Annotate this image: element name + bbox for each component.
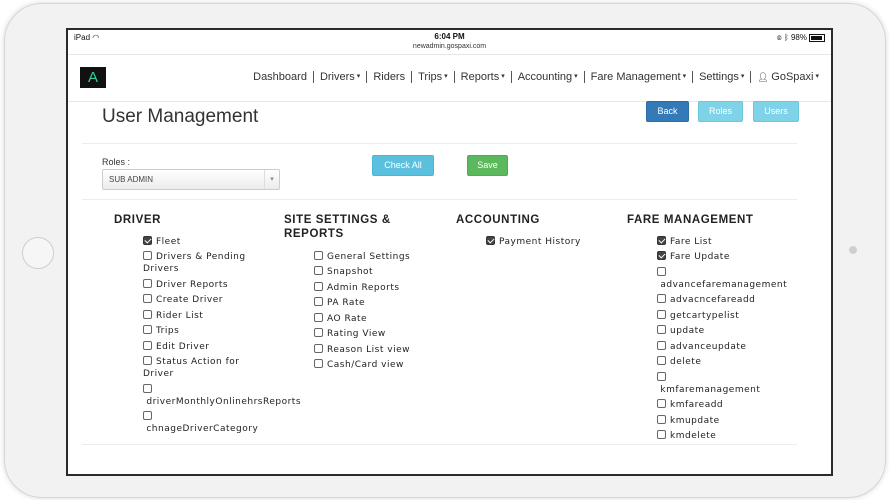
checkbox-unchecked[interactable] [143,310,152,319]
fare-management-heading: FARE MANAGEMENT [627,214,754,226]
permission-label: update [670,326,705,336]
checkbox-unchecked[interactable] [143,384,152,393]
permission-item[interactable] [314,266,373,278]
nav-item-label: Reports [460,71,500,83]
permission-item[interactable] [657,325,705,337]
permission-label: delete [670,357,702,367]
permission-label: PA Rate [327,298,366,308]
driver-heading: DRIVER [114,214,162,226]
permission-label: Create Driver [156,295,223,305]
checkbox-unchecked[interactable] [314,282,323,291]
nav-item-label: Trips [418,71,443,83]
permission-item[interactable] [143,325,179,337]
checkbox-unchecked[interactable] [143,279,152,288]
site-settings-column [284,213,391,241]
nav-item-trips[interactable] [411,71,454,83]
page-title: User Management [102,106,259,127]
roles-select-value: SUB ADMIN [109,175,154,184]
permission-label: kmdelete [670,431,717,441]
permission-item[interactable] [657,251,730,263]
checkbox-unchecked[interactable] [314,251,323,260]
nav-item-riders[interactable] [366,71,411,83]
caret-down-icon: ▾ [682,73,687,81]
nav-item-label: Riders [373,71,406,83]
permission-label: Status Action for [156,357,240,367]
fare-management-column [627,213,754,227]
wifi-icon: ◠ [92,33,100,42]
permission-item[interactable] [143,411,258,435]
accounting-heading: ACCOUNTING [456,214,540,226]
nav-item-label: GoSpaxi [771,71,814,83]
nav-item-dashboard[interactable] [247,71,313,83]
chevron-down-icon: ▾ [264,170,279,189]
permission-item[interactable] [143,384,301,408]
nav-item-label: Drivers [319,71,355,83]
checkbox-unchecked[interactable] [657,325,666,334]
permission-label: Fare Update [670,252,730,262]
permission-label: Fleet [156,237,181,247]
battery-percent: 98% [790,33,807,42]
checkbox-unchecked[interactable] [314,297,323,306]
roles-select[interactable] [102,169,280,190]
permission-item[interactable] [314,313,367,325]
checkbox-checked[interactable] [143,236,152,245]
nav-item-settings[interactable] [692,71,750,83]
permission-item[interactable] [143,251,246,275]
permission-item[interactable] [657,415,720,427]
permission-item[interactable] [657,294,755,306]
caret-down-icon: ▾ [356,73,361,81]
permission-label-cont: chnageDriverCategory [143,424,259,434]
permission-item[interactable] [657,341,746,353]
permission-label: AO Rate [327,314,368,324]
status-bar [68,30,831,54]
check-all-button[interactable]: Check All [372,155,434,176]
caret-down-icon: ▾ [444,73,448,81]
site-settings-heading: SITE SETTINGS & REPORTS [284,214,391,240]
permission-label: kmupdate [670,416,720,426]
screen [66,28,833,476]
checkbox-unchecked[interactable] [657,294,666,303]
address-url[interactable]: newadmin.gospaxi.com [412,43,487,50]
checkbox-unchecked[interactable] [314,313,323,322]
device-label: iPad [74,33,91,42]
caret-down-icon: ▾ [501,73,505,81]
status-right [777,33,825,42]
caret-down-icon: ▾ [574,73,578,81]
checkbox-unchecked[interactable] [314,266,323,275]
orientation-lock-icon: ◎ [776,33,782,42]
nav-item-label: Settings [699,71,739,83]
bluetooth-icon: ᛒ [783,33,789,42]
permission-label: advanceupdate [670,342,747,352]
permission-label: Edit Driver [156,342,210,352]
top-navbar [68,54,831,102]
permission-label: advacncefareadd [670,295,756,305]
permission-item[interactable] [314,328,386,340]
permission-item[interactable] [314,251,410,263]
checkbox-unchecked[interactable] [657,399,666,408]
user-icon: 👤︎ [757,72,772,82]
nav-item-fare-management[interactable] [584,71,692,83]
checkbox-unchecked[interactable] [657,415,666,424]
checkbox-checked[interactable] [486,236,495,245]
permission-label: Rider List [156,311,204,321]
permission-label-cont: advancefaremanagement [657,280,788,290]
divider [82,143,797,144]
checkbox-unchecked[interactable] [143,341,152,350]
permission-label: Fare List [670,237,712,247]
permission-item[interactable] [657,267,787,291]
permission-item[interactable] [657,236,712,248]
permission-label: Trips [156,326,180,336]
back-button[interactable]: Back [646,101,689,122]
nav-item-label: Accounting [517,71,573,83]
permission-label: Rating View [327,329,386,339]
logo[interactable]: A [80,67,106,88]
permission-label: Reason List view [327,345,410,355]
save-button[interactable]: Save [467,155,508,176]
roles-label: Roles : [102,157,131,167]
permission-label-cont: Driver [143,369,174,379]
driver-column [114,213,161,227]
accounting-column [456,213,540,227]
checkbox-unchecked[interactable] [314,328,323,337]
permission-label: Cash/Card view [327,360,404,370]
checkbox-checked[interactable] [657,236,666,245]
checkbox-unchecked[interactable] [143,411,152,420]
permission-item[interactable] [143,294,223,306]
permission-item[interactable] [143,341,209,353]
clock: 6:04 PM [434,32,465,41]
checkbox-unchecked[interactable] [314,344,323,353]
checkbox-unchecked[interactable] [143,356,152,365]
battery-icon [809,34,825,42]
nav-item-label: Dashboard [253,71,307,83]
permission-item[interactable] [314,359,404,371]
permission-item[interactable] [143,356,239,380]
permission-item[interactable] [314,344,410,356]
nav-item-gospaxi[interactable] [750,71,825,83]
nav-item-label: Fare Management [590,71,681,83]
users-button[interactable]: Users [753,101,799,122]
permission-label: getcartypelist [670,311,740,321]
checkbox-unchecked[interactable] [657,430,666,439]
permission-item[interactable] [657,310,739,322]
permission-item[interactable] [486,236,581,248]
permission-item[interactable] [143,310,203,322]
camera-dot [849,246,857,254]
checkbox-unchecked[interactable] [657,267,666,276]
checkbox-unchecked[interactable] [143,294,152,303]
permission-label: kmfareadd [670,400,724,410]
checkbox-unchecked[interactable] [143,325,152,334]
divider [82,199,797,200]
checkbox-unchecked[interactable] [657,356,666,365]
permission-item[interactable] [657,356,701,368]
caret-down-icon: ▾ [740,73,745,81]
permission-label: Admin Reports [327,283,400,293]
home-button[interactable] [22,237,54,269]
permission-item[interactable] [657,372,760,396]
checkbox-unchecked[interactable] [657,310,666,319]
permission-label: Snapshot [327,267,374,277]
permission-label: Payment History [499,237,581,247]
permission-item[interactable] [143,236,181,248]
permission-label: Driver Reports [156,280,229,290]
checkbox-checked[interactable] [657,251,666,260]
nav-item-reports[interactable] [454,71,511,83]
permission-label-cont: driverMonthlyOnlinehrsReports [143,397,302,407]
permission-item[interactable] [143,279,228,291]
checkbox-unchecked[interactable] [657,341,666,350]
nav-item-accounting[interactable] [511,71,584,83]
permission-label: Drivers & Pending [156,252,246,262]
caret-down-icon: ▾ [815,73,819,81]
tablet-frame [4,3,886,498]
permission-item[interactable] [657,399,723,411]
nav-item-drivers[interactable] [313,71,366,83]
checkbox-unchecked[interactable] [314,359,323,368]
main-nav [247,71,825,83]
permission-label: General Settings [327,252,411,262]
checkbox-unchecked[interactable] [143,251,152,260]
checkbox-unchecked[interactable] [657,372,666,381]
permission-item[interactable] [314,297,365,309]
permission-item[interactable] [314,282,400,294]
permission-item[interactable] [657,430,716,442]
divider [82,444,797,445]
roles-button[interactable]: Roles [698,101,743,122]
permission-label-cont: kmfaremanagement [657,385,761,395]
permission-label-cont: Drivers [143,264,179,274]
